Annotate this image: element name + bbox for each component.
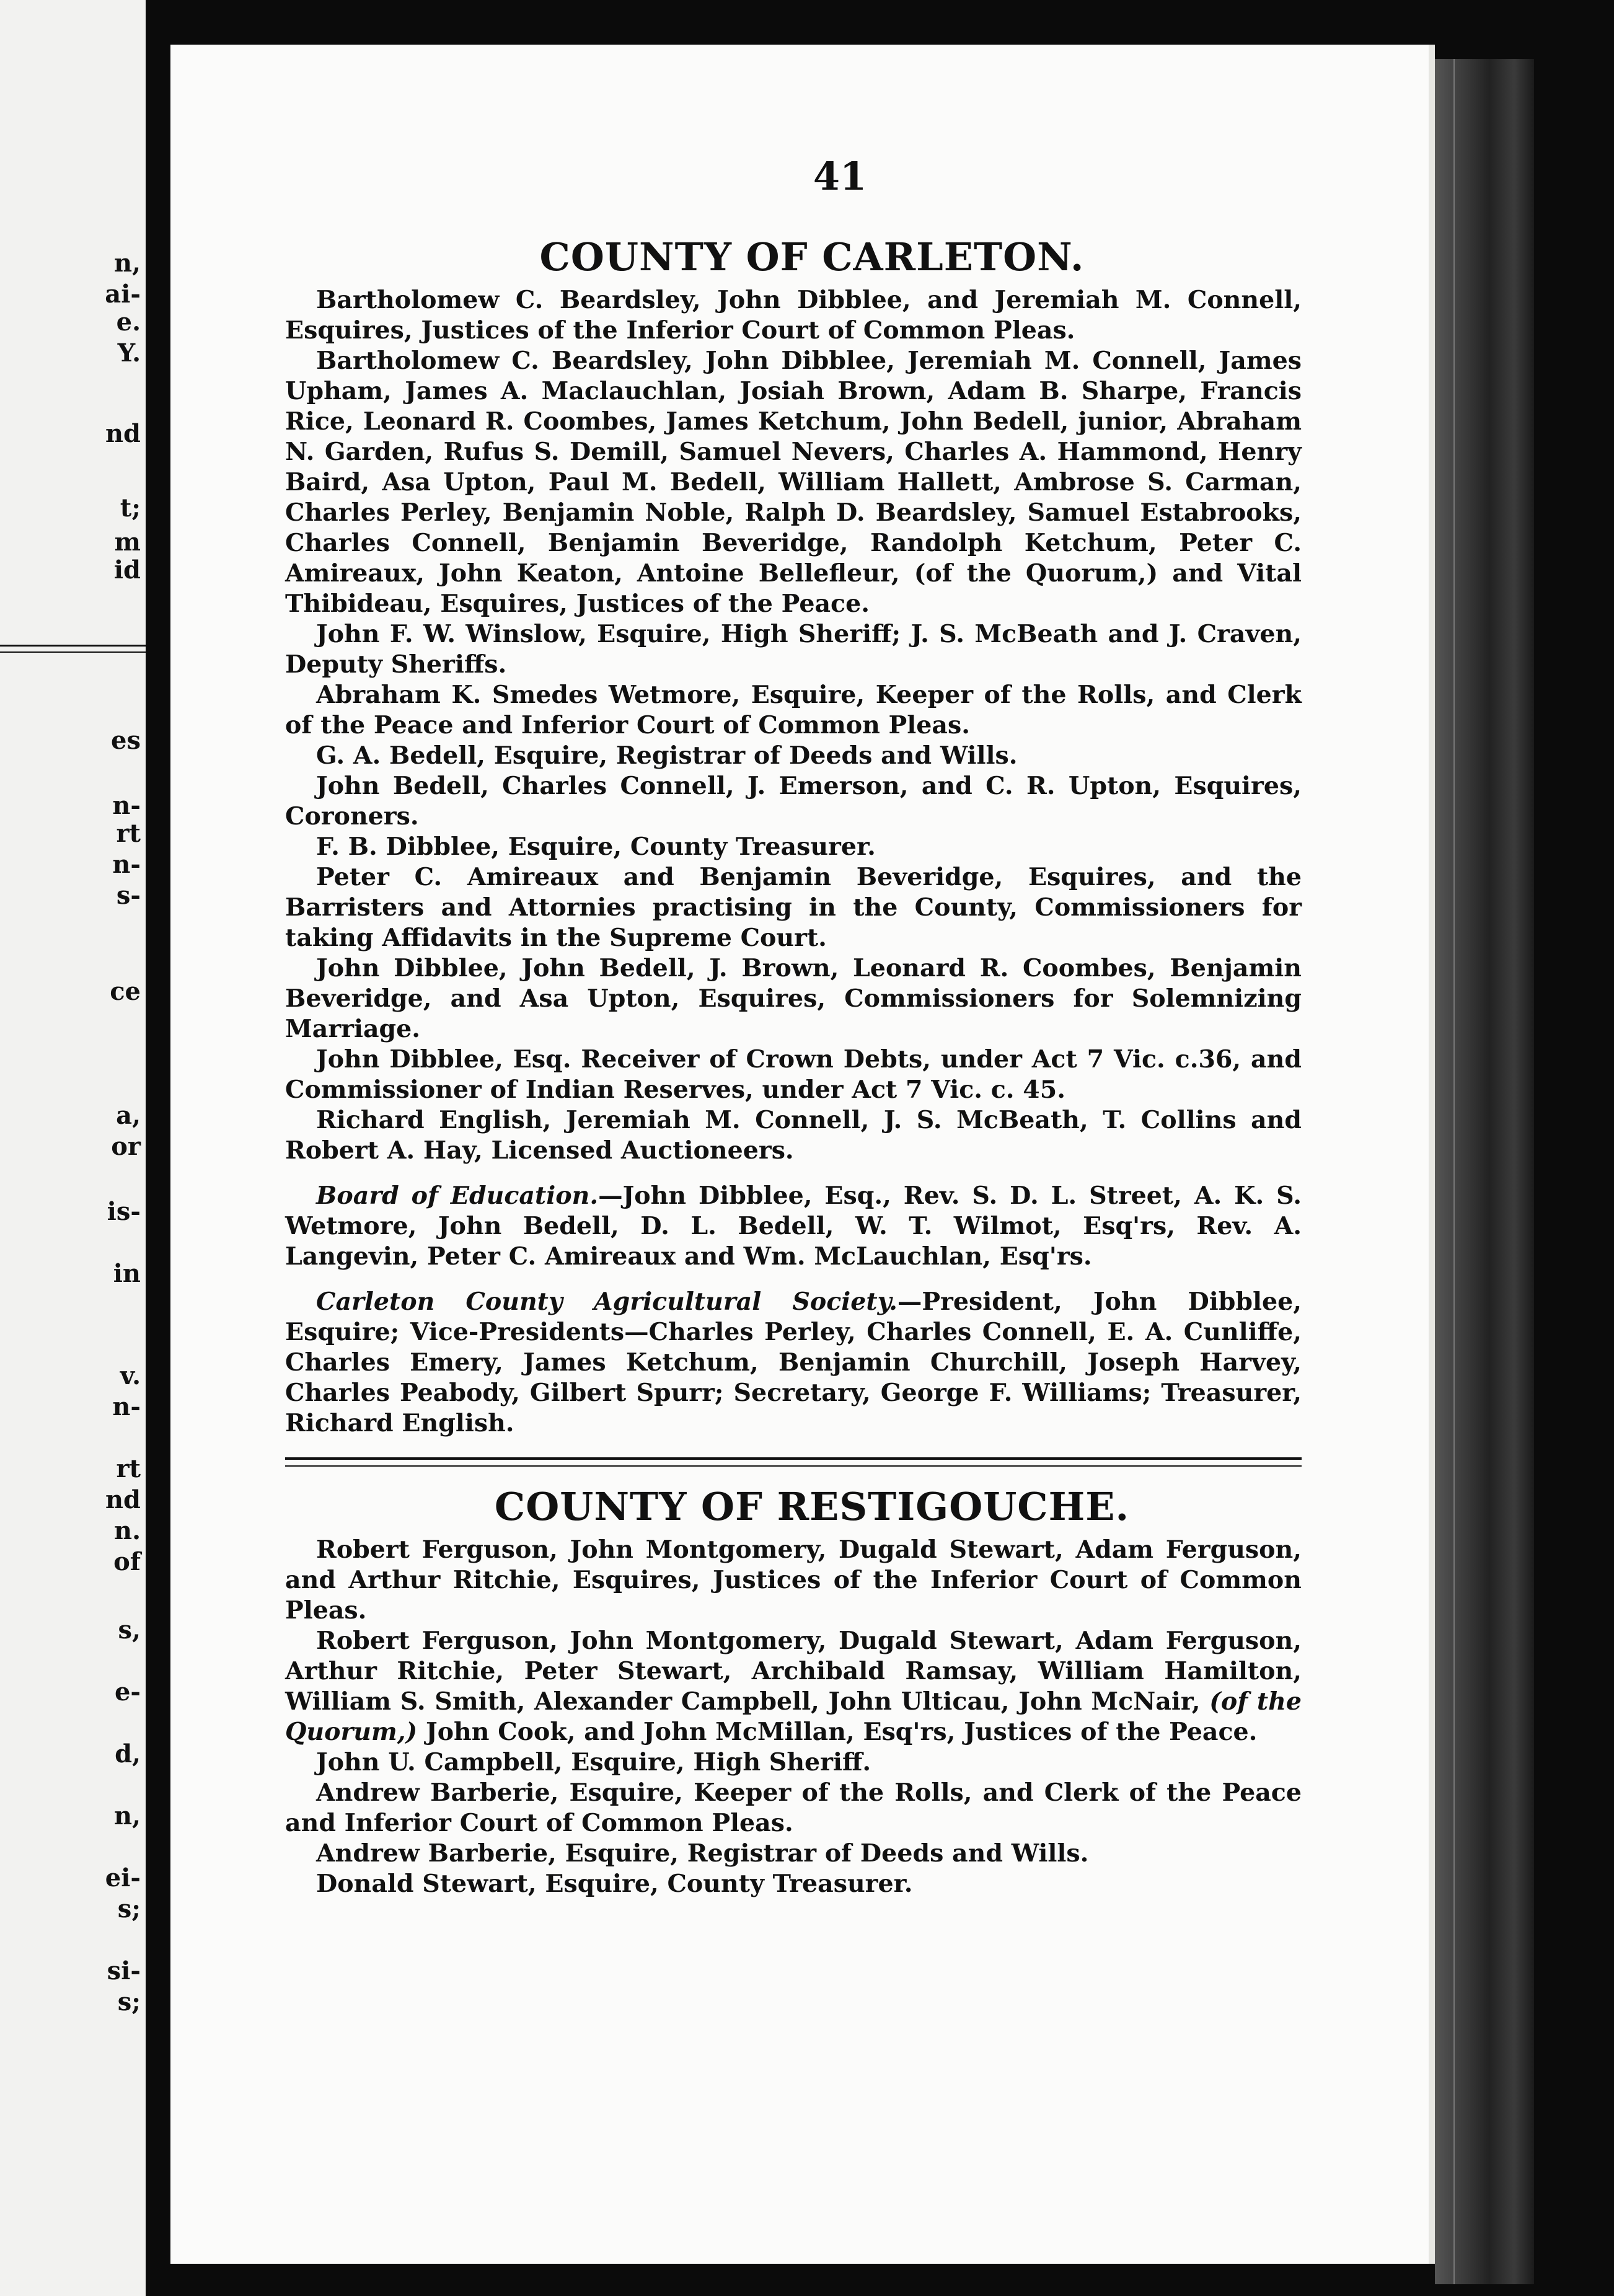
- fragment: a,: [116, 1101, 141, 1130]
- entry-paragraph: John F. W. Winslow, Esquire, High Sheriff; J. S. McBeath and J. Craven, Deputy Sheriffs.: [285, 620, 1302, 679]
- book-edge: [1435, 59, 1534, 2284]
- fragment: t;: [120, 493, 141, 523]
- entry-paragraph: G. A. Bedell, Esquire, Registrar of Deeds and Wills.: [316, 741, 1018, 770]
- entry-paragraph: Bartholomew C. Beardsley, John Dibblee, Jeremiah M. Connell, James Upham, James A. Maclauchlan, Josiah Brown, Adam B. Sharpe, Francis Rice, Leonard R. Coombes, James Ketchum, John Bedell, junior, Abraham N. Garden, Rufus S. Demill, Samuel Nevers, Charles A. Hammond, Henry Baird, Asa Upton, Paul M. Bedell, William Hallett, Ambrose S. Carman, Charles Perley, Benjamin Noble, Ralph D. Beardsley, Samuel Estabrooks, Charles Connell, Benjamin Beveridge, Randolph Ketchum, Peter C. Amireaux, John Keaton, Antoine Bellefleur, (of the Quorum,) and Vital Thibideau, Esquires, Justices of the Peace.: [285, 347, 1302, 618]
- board-text: —John Dibblee, Esq., Rev. S. D. L. Street, A. K. S. Wetmore, John Bedell, D. L. Bedell, W. T. Wilmot, Esq'rs, Rev. A. Langevin, Peter C. Amireaux and Wm. McLauchlan, Esq'rs.: [285, 1181, 1302, 1271]
- society-label: Carleton County Agricultural Society.: [316, 1287, 897, 1316]
- entry-paragraph: Richard English, Jeremiah M. Connell, J. S. McBeath, T. Collins and Robert A. Hay, Licensed Auctioneers.: [285, 1106, 1302, 1165]
- section-restigouche: [285, 1485, 1302, 1899]
- fragment: id: [113, 555, 141, 585]
- entry-paragraph: Andrew Barberie, Esquire, Keeper of the Rolls, and Clerk of the Peace and Inferior Court of Common Pleas.: [285, 1778, 1302, 1837]
- entry-paragraph: John U. Campbell, Esquire, High Sheriff.: [316, 1748, 871, 1777]
- fragment: ei-: [105, 1863, 141, 1892]
- page-content: [285, 155, 1302, 1899]
- entry-paragraph: John Bedell, Charles Connell, J. Emerson, and C. R. Upton, Esquires, Coroners.: [285, 772, 1302, 831]
- fragment: si-: [107, 1956, 141, 1985]
- entry-paragraph: F. B. Dibblee, Esquire, County Treasurer.: [316, 832, 876, 861]
- facing-page-edge: [0, 0, 146, 2296]
- board-label: Board of Education.: [316, 1181, 599, 1210]
- fragment: ce: [110, 977, 141, 1006]
- fragment: v.: [120, 1361, 141, 1390]
- fragment: n-: [112, 1392, 141, 1421]
- fragment: d,: [115, 1739, 141, 1768]
- entry-paragraph: Peter C. Amireaux and Benjamin Beveridge, Esquires, and the Barristers and Attornies practising in the County, Commissioners for taking Affidavits in the Supreme Court.: [285, 863, 1302, 952]
- fragment: es: [111, 726, 141, 755]
- fragment: s,: [118, 1615, 141, 1645]
- fragment: s-: [116, 881, 141, 910]
- fragment-rule: [0, 645, 146, 653]
- fragment: n,: [113, 249, 141, 278]
- section-carleton: [285, 236, 1302, 1439]
- section-heading: COUNTY OF RESTIGOUCHE.: [494, 1484, 1130, 1529]
- fragment: n,: [113, 1801, 141, 1830]
- quorum-note: (of the Quorum,): [285, 1687, 1302, 1746]
- fragment: n-: [112, 791, 141, 820]
- fragment: s;: [117, 1894, 141, 1923]
- board-of-education-entry: [285, 1181, 1302, 1272]
- page-number: 41: [813, 154, 867, 199]
- fragment: e.: [116, 307, 141, 337]
- fragment: ai-: [105, 280, 141, 309]
- fragment: in: [113, 1259, 141, 1288]
- fragment: n.: [113, 1516, 141, 1545]
- entry-paragraph: Robert Ferguson, John Montgomery, Dugald Stewart, Adam Ferguson, and Arthur Ritchie, Esquires, Justices of the Inferior Court of Common Pleas.: [285, 1535, 1302, 1625]
- entry-paragraph: [285, 1626, 1302, 1747]
- entry-text: Robert Ferguson, John Montgomery, Dugald Stewart, Adam Ferguson, Arthur Ritchie, Peter Stewart, Archibald Ramsay, William Hamilton, William S. Smith, Alexander Campbell, John Ulticau, John McNair,: [285, 1627, 1302, 1716]
- entry-paragraph: Bartholomew C. Beardsley, John Dibblee, and Jeremiah M. Connell, Esquires, Justices of the Inferior Court of Common Pleas.: [285, 286, 1302, 345]
- entry-paragraph: Donald Stewart, Esquire, County Treasurer.: [316, 1870, 913, 1898]
- entry-paragraph: Abraham K. Smedes Wetmore, Esquire, Keeper of the Rolls, and Clerk of the Peace and Inferior Court of Common Pleas.: [285, 681, 1302, 740]
- fragment: nd: [105, 419, 141, 448]
- fragment: Y.: [117, 338, 141, 368]
- fragment: e-: [114, 1677, 141, 1707]
- fragment: nd: [105, 1485, 141, 1514]
- fragment: m: [114, 528, 141, 557]
- entry-text: John Cook, and John McMillan, Esq'rs, Justices of the Peace.: [417, 1718, 1258, 1746]
- section-divider: [285, 1457, 1302, 1467]
- fragment: n-: [112, 850, 141, 879]
- fragment: s;: [117, 1987, 141, 2016]
- entry-paragraph: John Dibblee, Esq. Receiver of Crown Debts, under Act 7 Vic. c.36, and Commissioner of Indian Reserves, under Act 7 Vic. c. 45.: [285, 1045, 1302, 1104]
- society-text: —President, John Dibblee, Esquire; Vice-Presidents—Charles Perley, Charles Connell, E. A. Cunliffe, Charles Emery, James Ketchum, Benjamin Churchill, Joseph Harvey, Charles Peabody, Gilbert Spurr; Secretary, George F. Williams; Treasurer, Richard English.: [285, 1287, 1302, 1437]
- entry-paragraph: John Dibblee, John Bedell, J. Brown, Leonard R. Coombes, Benjamin Beveridge, and Asa Upton, Esquires, Commissioners for Solemnizing Marriage.: [285, 954, 1302, 1043]
- fragment: of: [113, 1547, 141, 1576]
- fragment: rt: [116, 1454, 141, 1483]
- fragment: or: [111, 1132, 141, 1161]
- section-heading: COUNTY OF CARLETON.: [539, 234, 1085, 280]
- agricultural-society-entry: [285, 1287, 1302, 1439]
- fragment: rt: [116, 819, 141, 848]
- entry-paragraph: Andrew Barberie, Esquire, Registrar of Deeds and Wills.: [316, 1839, 1089, 1868]
- fragment: is-: [107, 1197, 141, 1226]
